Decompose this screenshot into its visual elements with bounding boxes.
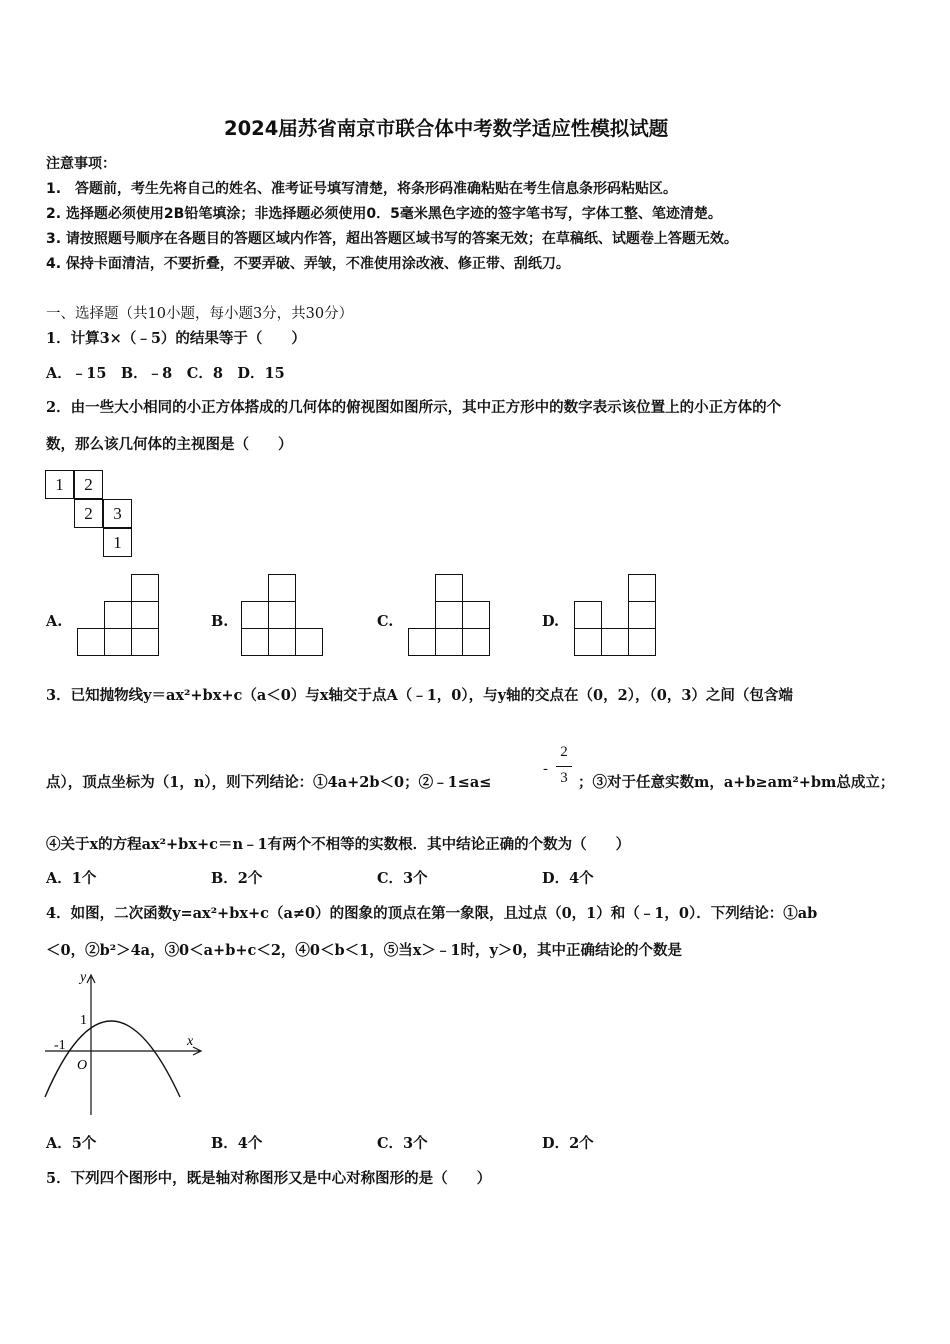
q4-option-a: A．5个 xyxy=(46,1135,97,1152)
q3-line2-part1: 点），顶点坐标为（1，n），则下列结论：①4a+2b＜0；②﹣1≤a≤ xyxy=(46,774,492,791)
q4-option-b: B．4个 xyxy=(211,1135,263,1152)
option-label-a: A. xyxy=(46,613,63,630)
q3-option-a: A．1个 xyxy=(46,870,97,887)
notice-item: 1. 答题前，考生先将自己的姓名、准考证号填写清楚，将条形码准确粘贴在考生信息条形码粘贴区。 xyxy=(46,181,678,197)
notice-item: 3. 请按照题号顺序在各题目的答题区域内作答，超出答题区域书写的答案无效；在草稿纸、试题卷上答题无效。 xyxy=(46,231,738,247)
q4-option-c: C．3个 xyxy=(377,1135,428,1152)
q1-options: A．﹣15 B．﹣8 C．8 D．15 xyxy=(46,365,285,382)
q2-stem-line2: 数，那么该几何体的主视图是（ ） xyxy=(46,436,293,453)
q3-fraction-numerator: 2 xyxy=(560,744,568,760)
q4-parabola-graph xyxy=(40,965,210,1120)
page-title: 2024届苏省南京市联合体中考数学适应性模拟试题 xyxy=(224,117,669,140)
q3-fraction-bar xyxy=(556,766,572,767)
y-axis-label: y xyxy=(80,970,87,985)
q3-option-c: C．3个 xyxy=(377,870,428,887)
q3-option-d: D．4个 xyxy=(542,870,594,887)
notice-item: 2. 选择题必须使用2B铅笔填涂；非选择题必须使用0．5毫米黑色字迹的签字笔书写，字体工整、笔迹清楚。 xyxy=(46,206,722,222)
option-label-c: C. xyxy=(377,613,394,630)
q2-stem-line1: 2．由一些大小相同的小正方体搭成的几何体的俯视图如图所示，其中正方形中的数字表示该位置上的小正方体的个 xyxy=(46,399,782,416)
grid-cell: 2 xyxy=(74,470,103,499)
origin-label: O xyxy=(77,1058,88,1073)
notice-heading: 注意事项： xyxy=(46,156,116,172)
q4-line2: ＜0，②b²＞4a，③0＜a+b+c＜2，④0＜b＜1，⑤当x＞﹣1时，y＞0，其中正确结论的个数是 xyxy=(46,942,682,959)
parabola-curve xyxy=(45,1021,180,1097)
tick-label-neg-one: -1 xyxy=(54,1038,66,1053)
section-heading: 一、选择题（共10小题，每小题3分，共30分） xyxy=(46,306,354,322)
q3-line2-part2: ；③对于任意实数m，a+b≥am²+bm总成立； xyxy=(578,774,895,791)
q4-option-d: D．2个 xyxy=(542,1135,594,1152)
option-label-d: D. xyxy=(542,613,560,630)
tick-label-one: 1 xyxy=(80,1013,87,1028)
q3-line3: ④关于x的方程ax²+bx+c＝n﹣1有两个不相等的实数根．其中结论正确的个数为（ ） xyxy=(46,836,631,853)
option-label-b: B. xyxy=(211,613,229,630)
grid-cell: 1 xyxy=(103,528,132,557)
grid-cell: 3 xyxy=(103,499,132,528)
x-axis-label: x xyxy=(187,1034,194,1049)
q3-option-b: B．2个 xyxy=(211,870,263,887)
grid-cell: 2 xyxy=(74,499,103,528)
q1-stem: 1．计算3×（﹣5）的结果等于（ ） xyxy=(46,330,306,347)
q3-fraction-sign: - xyxy=(543,761,548,777)
notice-item: 4. 保持卡面清洁，不要折叠，不要弄破、弄皱，不准使用涂改液、修正带、刮纸刀。 xyxy=(46,256,570,272)
q3-fraction-denominator: 3 xyxy=(560,770,568,786)
q4-line1: 4．如图，二次函数y=ax²+bx+c（a≠0）的图象的顶点在第一象限，且过点（0，1）和（﹣1，0）．下列结论：①ab xyxy=(46,905,818,922)
q3-line1: 3．已知抛物线y＝ax²+bx+c（a＜0）与x轴交于点A（﹣1，0），与y轴的交点在（0，2），（0，3）之间（包含端 xyxy=(46,687,793,704)
grid-cell: 1 xyxy=(45,470,74,499)
q5-stem: 5．下列四个图形中，既是轴对称图形又是中心对称图形的是（ ） xyxy=(46,1170,492,1187)
